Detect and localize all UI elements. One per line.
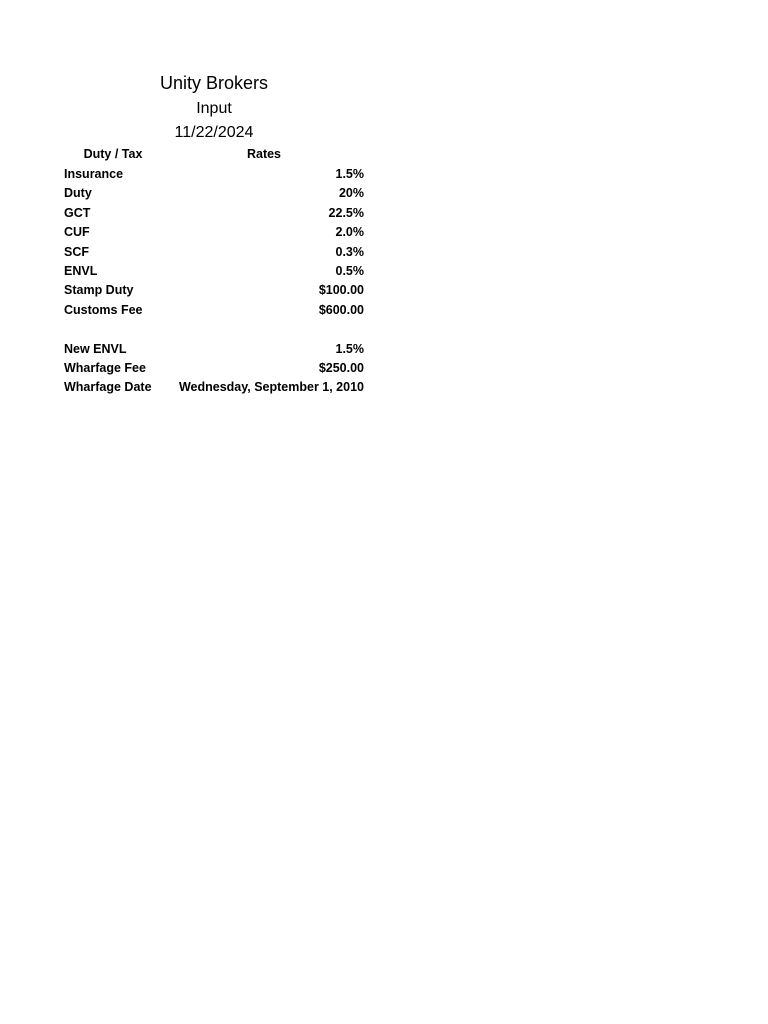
- row-label: Wharfage Fee: [64, 360, 146, 375]
- table-row-stamp-duty: [64, 281, 364, 300]
- row-label: CUF: [64, 225, 90, 240]
- row-label: ENVL: [64, 263, 98, 278]
- sheet-title: Unity Brokers: [159, 73, 269, 93]
- row-value: 22.5%: [328, 205, 364, 220]
- row-spacer: [64, 320, 364, 339]
- rates-table: [64, 165, 364, 398]
- column-header-duty-tax: Duty / Tax: [83, 147, 143, 161]
- table-row-scf: [64, 243, 364, 262]
- table-row-customs-fee: [64, 301, 364, 320]
- row-value: $600.00: [318, 302, 364, 317]
- row-label: SCF: [64, 244, 89, 259]
- sheet-subtitle: Input: [196, 100, 232, 117]
- row-label: Customs Fee: [64, 302, 143, 317]
- row-label: Insurance: [64, 167, 124, 181]
- row-value: $250.00: [318, 360, 364, 375]
- row-value: Wednesday, September 1, 2010: [178, 380, 364, 395]
- table-row-duty: [64, 184, 364, 203]
- row-value: 1.5%: [335, 341, 364, 356]
- row-label: Stamp Duty: [64, 283, 134, 298]
- row-label: GCT: [64, 205, 91, 220]
- table-row-wharfage-fee: [64, 359, 364, 378]
- table-row-wharfage-date: [64, 378, 364, 397]
- row-label: Duty: [64, 186, 92, 201]
- row-value: 2.0%: [335, 225, 364, 240]
- row-label: Wharfage Date: [64, 380, 152, 395]
- row-value: 1.5%: [335, 167, 364, 181]
- table-row-new-envl: [64, 340, 364, 359]
- row-value: 0.3%: [335, 244, 364, 259]
- table-row-insurance: [64, 165, 364, 184]
- row-value: 20%: [338, 186, 364, 201]
- row-value: $100.00: [318, 283, 364, 298]
- sheet-date: 11/22/2024: [174, 124, 254, 141]
- column-header-rates: Rates: [246, 147, 282, 161]
- table-row-gct: [64, 204, 364, 223]
- table-row-cuf: [64, 223, 364, 242]
- row-value: 0.5%: [335, 263, 364, 278]
- table-row-envl: [64, 262, 364, 281]
- row-label: New ENVL: [64, 341, 127, 356]
